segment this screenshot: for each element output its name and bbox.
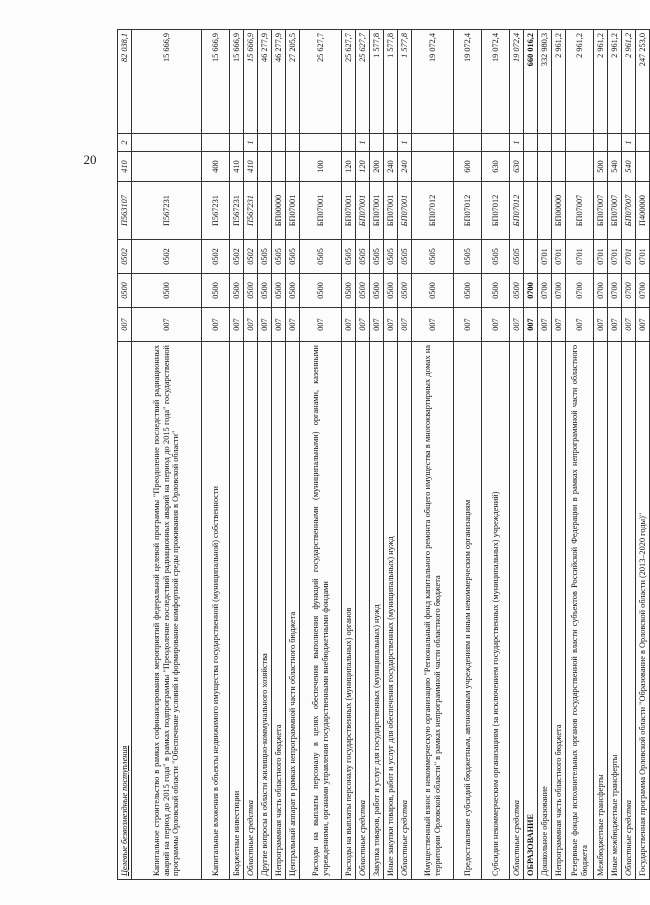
row-rz-cell: 0500	[244, 274, 258, 308]
row-cs-cell	[524, 182, 538, 240]
row-rz-cell: 0500	[300, 274, 342, 308]
table-row	[566, 30, 594, 880]
row-pr-cell: 0502	[118, 240, 132, 274]
row-rz-cell: 0500	[230, 274, 244, 308]
row-rz-cell: 0700	[538, 274, 552, 308]
row-src-cell: 1	[244, 134, 258, 152]
table-row	[132, 30, 202, 880]
row-vr-cell	[272, 152, 286, 182]
row-src-cell	[594, 134, 608, 152]
row-rz-cell: 0700	[622, 274, 636, 308]
row-sum-cell: 660 016,2	[524, 30, 538, 134]
row-src-cell	[230, 134, 244, 152]
row-src-cell	[370, 134, 384, 152]
row-vr-cell: 410	[244, 152, 258, 182]
row-name-cell: Центральный аппарат в рамках непрограммной части областного бюджета	[286, 342, 300, 880]
row-cs-cell: П567231	[244, 182, 258, 240]
row-sum-cell: 19 072,4	[482, 30, 510, 134]
row-name-cell: Областные средства	[356, 342, 370, 880]
row-cs-cell: БП07001	[398, 182, 412, 240]
row-sum-cell: 19 072,4	[454, 30, 482, 134]
row-src-cell: 1	[398, 134, 412, 152]
row-gr-cell: 007	[482, 308, 510, 342]
table-body	[118, 30, 650, 880]
rotated-table-wrapper	[117, 30, 647, 880]
table-row	[300, 30, 342, 880]
row-cs-cell: БП00000	[272, 182, 286, 240]
row-sum-cell: 19 072,4	[510, 30, 524, 134]
row-pr-cell: 0505	[454, 240, 482, 274]
row-name-cell: Закупка товаров, работ и услуг для государственных (муниципальных) нужд	[370, 342, 384, 880]
row-gr-cell: 007	[524, 308, 538, 342]
row-vr-cell: 200	[370, 152, 384, 182]
row-pr-cell: 0505	[510, 240, 524, 274]
row-name-cell: Имущественный взнос в некоммерческую организацию "Региональный фонд капитального ремонта общего имущества в многоквартирных домах на территории Орловской области" в рамках непрограммной части областного бюджета	[412, 342, 454, 880]
table-row	[398, 30, 412, 880]
row-gr-cell: 007	[258, 308, 272, 342]
row-gr-cell: 007	[356, 308, 370, 342]
row-pr-cell: 0505	[272, 240, 286, 274]
row-pr-cell: 0505	[356, 240, 370, 274]
row-vr-cell: 240	[384, 152, 398, 182]
row-name-cell: Межбюджетные трансферты	[594, 342, 608, 880]
row-name-cell: Капитальные вложения в объекты недвижимого имущества государственной (муниципальной) собственности	[202, 342, 230, 880]
row-sum-cell: 1 577,8	[398, 30, 412, 134]
table-row	[356, 30, 370, 880]
row-rz-cell: 0500	[272, 274, 286, 308]
row-cs-cell: П567231	[230, 182, 244, 240]
row-vr-cell	[538, 152, 552, 182]
row-rz-cell: 0500	[286, 274, 300, 308]
table-row	[118, 30, 132, 880]
row-name-cell: ОБРАЗОВАНИЕ	[524, 342, 538, 880]
row-sum-cell: 19 072,4	[412, 30, 454, 134]
row-gr-cell: 007	[608, 308, 622, 342]
row-src-cell	[258, 134, 272, 152]
row-gr-cell: 007	[132, 308, 202, 342]
row-gr-cell: 007	[454, 308, 482, 342]
row-src-cell	[524, 134, 538, 152]
row-src-cell	[384, 134, 398, 152]
row-src-cell	[412, 134, 454, 152]
table-row	[384, 30, 398, 880]
row-vr-cell: 100	[300, 152, 342, 182]
row-name-cell: Расходы на выплаты персоналу государственных (муниципальных) органов	[342, 342, 356, 880]
row-sum-cell: 2 961,2	[566, 30, 594, 134]
table-row	[594, 30, 608, 880]
row-cs-cell: БП07001	[286, 182, 300, 240]
row-cs-cell	[538, 182, 552, 240]
row-src-cell: 1	[510, 134, 524, 152]
row-sum-cell: 247 253,0	[636, 30, 650, 134]
row-pr-cell: 0502	[230, 240, 244, 274]
row-rz-cell: 0500	[342, 274, 356, 308]
row-rz-cell: 0500	[412, 274, 454, 308]
table-row	[552, 30, 566, 880]
row-rz-cell: 0700	[594, 274, 608, 308]
table-row	[370, 30, 384, 880]
table-row	[230, 30, 244, 880]
row-gr-cell: 007	[552, 308, 566, 342]
row-rz-cell: 0500	[398, 274, 412, 308]
row-pr-cell: 0505	[398, 240, 412, 274]
table-row	[622, 30, 636, 880]
row-sum-cell: 15 666,9	[230, 30, 244, 134]
row-gr-cell: 007	[538, 308, 552, 342]
row-name-cell: Капитальное строительство в рамках софинансирования мероприятий федеральной целевой программы "Преодоление последствий радиационных аварий на период до 2015 года" в рамках подпрограммы "Преодоление последствий радиационных аварий на период до 2015 года" государственной программы Орловской области "Обеспечение условий и формирование комфортной среды проживания в Орловской области"	[132, 342, 202, 880]
row-cs-cell: П563107	[118, 182, 132, 240]
row-gr-cell: 007	[202, 308, 230, 342]
row-name-cell: Непрограммная часть областного бюджета	[272, 342, 286, 880]
row-rz-cell: 0500	[356, 274, 370, 308]
page-number: 20	[83, 152, 97, 167]
row-sum-cell: 332 980,3	[538, 30, 552, 134]
row-gr-cell: 007	[384, 308, 398, 342]
row-vr-cell: 540	[608, 152, 622, 182]
row-sum-cell: 2 961,2	[622, 30, 636, 134]
table-row	[342, 30, 356, 880]
row-gr-cell: 007	[370, 308, 384, 342]
row-cs-cell: БП07001	[370, 182, 384, 240]
row-src-cell	[286, 134, 300, 152]
row-gr-cell: 007	[636, 308, 650, 342]
row-rz-cell: 0700	[608, 274, 622, 308]
row-name-cell: Резервные фонды исполнительных органов государственной власти субъектов Российской Федерации в рамках непрограммной части областного бюджета	[566, 342, 594, 880]
row-sum-cell: 46 277,9	[272, 30, 286, 134]
row-vr-cell: 600	[454, 152, 482, 182]
row-rz-cell: 0500	[202, 274, 230, 308]
row-pr-cell: 0505	[286, 240, 300, 274]
row-name-cell: Предоставление субсидий бюджетным, автономным учреждениям и иным некоммерческим организациям	[454, 342, 482, 880]
row-pr-cell: 0502	[132, 240, 202, 274]
row-pr-cell: 0701	[608, 240, 622, 274]
row-vr-cell	[566, 152, 594, 182]
row-vr-cell: 630	[482, 152, 510, 182]
row-pr-cell: 0502	[244, 240, 258, 274]
row-src-cell	[636, 134, 650, 152]
row-sum-cell: 82 038,1	[118, 30, 132, 134]
row-src-cell: 1	[356, 134, 370, 152]
row-sum-cell: 25 627,7	[342, 30, 356, 134]
row-name-cell: Областные средства	[244, 342, 258, 880]
table-row	[482, 30, 510, 880]
row-pr-cell: 0701	[622, 240, 636, 274]
row-sum-cell: 27 205,5	[286, 30, 300, 134]
row-rz-cell: 0500	[454, 274, 482, 308]
table-row	[608, 30, 622, 880]
row-cs-cell: БП07012	[482, 182, 510, 240]
row-cs-cell: БП07007	[608, 182, 622, 240]
row-sum-cell: 15 666,9	[132, 30, 202, 134]
row-cs-cell: БП07001	[356, 182, 370, 240]
row-src-cell	[552, 134, 566, 152]
row-sum-cell: 2 961,2	[552, 30, 566, 134]
row-src-cell: 2	[118, 134, 132, 152]
row-rz-cell: 0500	[258, 274, 272, 308]
row-pr-cell: 0505	[370, 240, 384, 274]
table-row	[454, 30, 482, 880]
table-row	[244, 30, 258, 880]
row-src-cell	[300, 134, 342, 152]
row-src-cell	[202, 134, 230, 152]
row-name-cell: Расходы на выплаты персоналу в целях обеспечения выполнения функций государственными (муниципальными) органами, казенными учреждениями, органами управления государственными внебюджетными фондами	[300, 342, 342, 880]
table-row	[538, 30, 552, 880]
row-vr-cell	[132, 152, 202, 182]
row-gr-cell: 007	[412, 308, 454, 342]
row-src-cell	[608, 134, 622, 152]
row-rz-cell: 0700	[552, 274, 566, 308]
row-name-cell: Государственная программа Орловской области "Образование в Орловской области (2013–2020 годы)"	[636, 342, 650, 880]
row-sum-cell: 1 577,8	[384, 30, 398, 134]
row-cs-cell: БП07001	[342, 182, 356, 240]
row-sum-cell: 1 577,8	[370, 30, 384, 134]
row-cs-cell: БП07012	[454, 182, 482, 240]
row-cs-cell	[258, 182, 272, 240]
row-cs-cell: БП07007	[622, 182, 636, 240]
row-pr-cell: 0701	[552, 240, 566, 274]
row-sum-cell: 2 961,2	[608, 30, 622, 134]
row-gr-cell: 007	[510, 308, 524, 342]
table-row	[202, 30, 230, 880]
table-row	[636, 30, 650, 880]
row-src-cell: 1	[622, 134, 636, 152]
table-row	[510, 30, 524, 880]
row-gr-cell: 007	[230, 308, 244, 342]
row-cs-cell: БП07007	[594, 182, 608, 240]
row-vr-cell: 400	[202, 152, 230, 182]
row-gr-cell: 007	[118, 308, 132, 342]
table-row	[524, 30, 538, 880]
row-name-cell: Бюджетные инвестиции	[230, 342, 244, 880]
row-vr-cell	[552, 152, 566, 182]
row-sum-cell: 15 666,9	[202, 30, 230, 134]
row-vr-cell: 120	[356, 152, 370, 182]
row-vr-cell: 410	[118, 152, 132, 182]
row-name-cell: Целевые безвозмездные поступления	[118, 342, 132, 880]
row-rz-cell: 0500	[132, 274, 202, 308]
row-sum-cell: 25 627,7	[356, 30, 370, 134]
row-name-cell: Непрограммная часть областного бюджета	[552, 342, 566, 880]
row-src-cell	[342, 134, 356, 152]
row-gr-cell: 007	[594, 308, 608, 342]
row-sum-cell: 2 961,2	[594, 30, 608, 134]
row-gr-cell: 007	[300, 308, 342, 342]
row-cs-cell: БП07012	[510, 182, 524, 240]
row-name-cell: Другие вопросы в области жилищно-коммунального хозяйства	[258, 342, 272, 880]
row-name-cell: Областные средства	[622, 342, 636, 880]
row-rz-cell: 0700	[566, 274, 594, 308]
row-name-cell: Субсидии некоммерческим организациям (за исключением государственных (муниципальных) учреждений)	[482, 342, 510, 880]
row-src-cell	[566, 134, 594, 152]
row-name-cell: Иные межбюджетные трансферты	[608, 342, 622, 880]
row-vr-cell: 630	[510, 152, 524, 182]
row-vr-cell: 410	[230, 152, 244, 182]
row-rz-cell: 0500	[370, 274, 384, 308]
row-gr-cell: 007	[566, 308, 594, 342]
row-cs-cell: БП07012	[412, 182, 454, 240]
row-pr-cell: 0701	[636, 240, 650, 274]
row-rz-cell: 0500	[482, 274, 510, 308]
row-pr-cell: 0701	[594, 240, 608, 274]
row-vr-cell	[258, 152, 272, 182]
row-src-cell	[482, 134, 510, 152]
row-src-cell	[454, 134, 482, 152]
row-rz-cell: 0700	[524, 274, 538, 308]
row-vr-cell	[412, 152, 454, 182]
table-row	[286, 30, 300, 880]
row-sum-cell: 25 627,7	[300, 30, 342, 134]
row-vr-cell	[636, 152, 650, 182]
row-vr-cell	[524, 152, 538, 182]
row-rz-cell: 0500	[510, 274, 524, 308]
budget-table	[117, 29, 650, 880]
table-row	[258, 30, 272, 880]
row-cs-cell: П567231	[202, 182, 230, 240]
table-row	[412, 30, 454, 880]
row-gr-cell: 007	[342, 308, 356, 342]
row-name-cell: Иные закупки товаров, работ и услуг для обеспечения государственных (муниципальных) нужд	[384, 342, 398, 880]
row-cs-cell: БП07001	[384, 182, 398, 240]
row-pr-cell: 0701	[538, 240, 552, 274]
row-vr-cell	[286, 152, 300, 182]
row-name-cell: Областные средства	[398, 342, 412, 880]
row-pr-cell: 0505	[258, 240, 272, 274]
row-gr-cell: 007	[286, 308, 300, 342]
row-src-cell	[538, 134, 552, 152]
row-name-cell: Дошкольное образование	[538, 342, 552, 880]
row-pr-cell: 0505	[342, 240, 356, 274]
table-row	[272, 30, 286, 880]
row-pr-cell: 0502	[202, 240, 230, 274]
row-rz-cell: 0500	[384, 274, 398, 308]
row-vr-cell: 540	[622, 152, 636, 182]
row-vr-cell: 240	[398, 152, 412, 182]
row-gr-cell: 007	[244, 308, 258, 342]
row-cs-cell: П400000	[636, 182, 650, 240]
row-src-cell	[272, 134, 286, 152]
row-pr-cell	[524, 240, 538, 274]
row-vr-cell: 500	[594, 152, 608, 182]
row-gr-cell: 007	[272, 308, 286, 342]
row-pr-cell: 0505	[482, 240, 510, 274]
row-sum-cell: 15 666,9	[244, 30, 258, 134]
row-cs-cell: БП07007	[566, 182, 594, 240]
row-sum-cell: 46 277,9	[258, 30, 272, 134]
row-name-cell: Областные средства	[510, 342, 524, 880]
row-gr-cell: 007	[398, 308, 412, 342]
row-rz-cell: 0700	[636, 274, 650, 308]
row-cs-cell: БП00000	[552, 182, 566, 240]
row-gr-cell: 007	[622, 308, 636, 342]
row-src-cell	[132, 134, 202, 152]
row-pr-cell: 0505	[384, 240, 398, 274]
row-rz-cell: 0500	[118, 274, 132, 308]
row-cs-cell: БП07001	[300, 182, 342, 240]
row-vr-cell: 120	[342, 152, 356, 182]
row-cs-cell: П567231	[132, 182, 202, 240]
row-pr-cell: 0505	[412, 240, 454, 274]
row-pr-cell: 0701	[566, 240, 594, 274]
row-pr-cell: 0505	[300, 240, 342, 274]
